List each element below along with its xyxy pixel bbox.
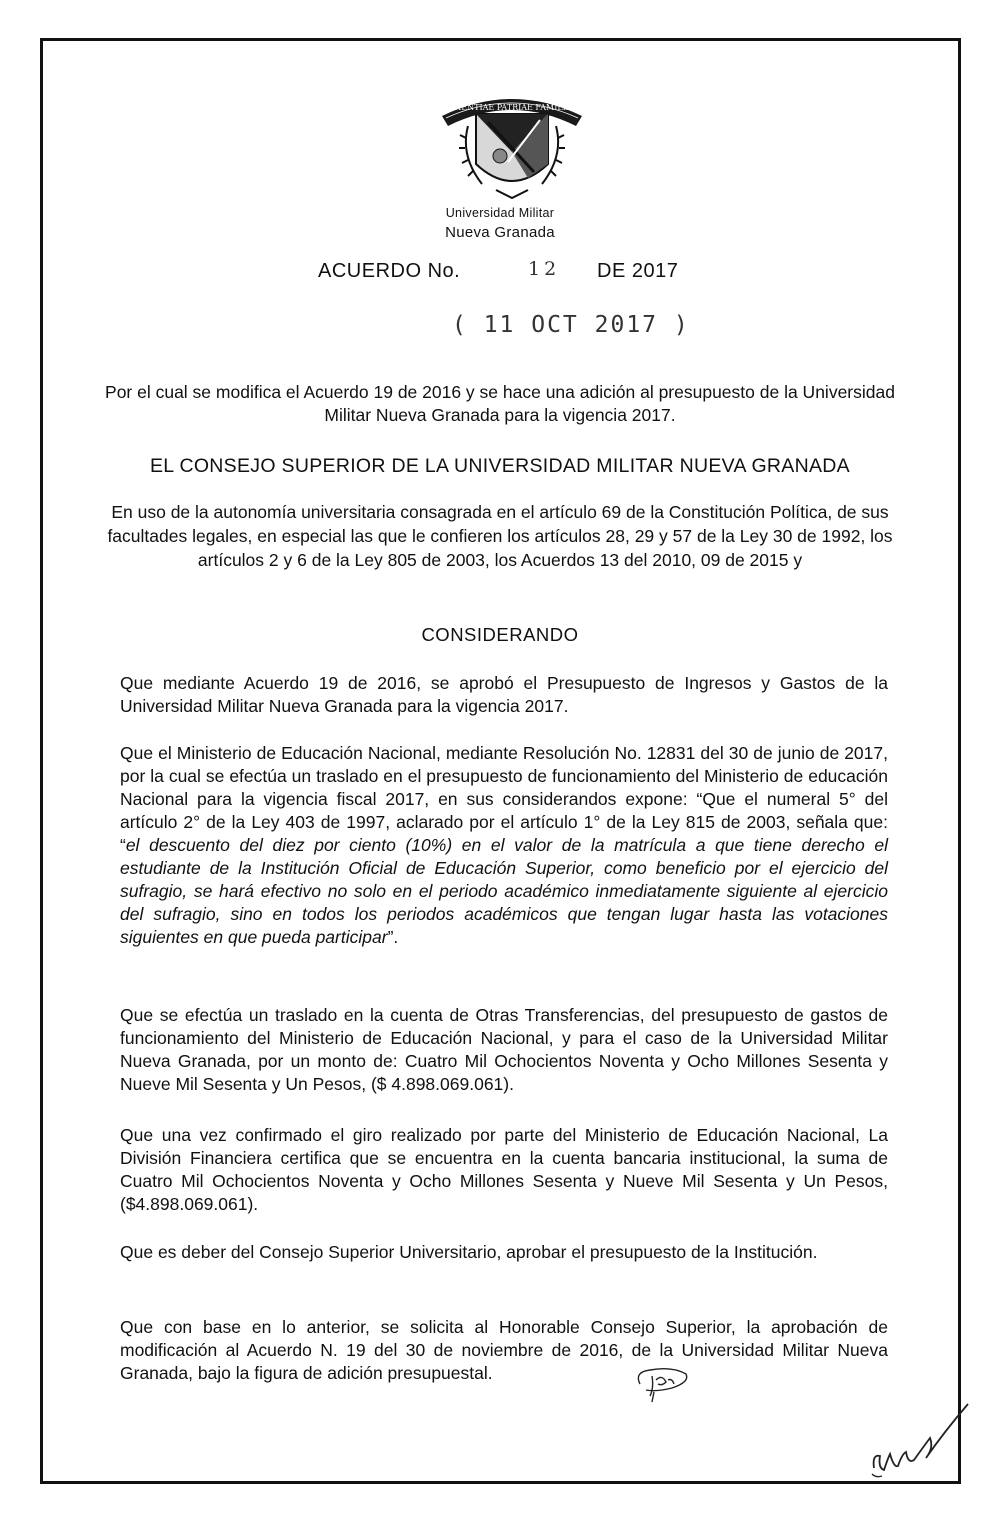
- paragraph-4: Que una vez confirmado el giro realizado por parte del Ministerio de Educación Nacional, La División Financiera certifica que se encuentra en la cuenta bancaria institucional, la suma de Cuatro Mil Ochocientos Noventa y Ocho Millones Sesenta y Nueve Mil Sesenta y Un Pesos, ($4.898.069.061).: [120, 1125, 888, 1214]
- logo-motto: SCIENTIAE PATRIAE FAMILIAE: [446, 103, 578, 112]
- acuerdo-label: ACUERDO No.: [318, 260, 461, 282]
- paragraph-2-quote: el descuento del diez por ciento (10%) en el valor de la matrícula a que tiene derecho el estudiante de la Institución Oficial de Educación Superior, como beneficio por el ejercicio del sufragio, se hará efectivo no solo en el periodo académico inmediatamente siguiente al ejercicio del sufragio, sino en todos los periodos académicos que tengan lugar hasta las votaciones siguientes en que pueda participar: [120, 835, 888, 947]
- acuerdo-year: DE 2017: [597, 260, 679, 282]
- university-name-line2: Nueva Granada: [445, 224, 555, 241]
- paragraph-2-end: ”.: [387, 927, 399, 947]
- considerando-heading: CONSIDERANDO: [421, 624, 579, 645]
- date-stamp: ( 11 OCT 2017 ): [452, 312, 690, 338]
- handwritten-signature: [868, 1398, 978, 1480]
- paragraph-3: Que se efectúa un traslado en la cuenta de Otras Transferencias, del presupuesto de gastos de funcionamiento del Ministerio de Educación Nacional, y para el caso de la Universidad Militar Nueva Granada, por un monto de: Cuatro Mil Ochocientos Noventa y Ocho Millones Sesenta y Nueve Mil Sesenta y Un Pesos, ($ 4.898.069.061).: [120, 1005, 888, 1094]
- paragraph-1: Que mediante Acuerdo 19 de 2016, se aprobó el Presupuesto de Ingresos y Gastos de la Universidad Militar Nueva Granada para la vigencia 2017.: [120, 673, 888, 716]
- paragraph-5: Que es deber del Consejo Superior Universitario, aprobar el presupuesto de la Institución.: [120, 1242, 818, 1262]
- legal-basis: En uso de la autonomía universitaria consagrada en el artículo 69 de la Constitución Política, de sus facultades legales, en especial las que le confieren los artículos 28, 29 y 57 de la Ley 30 de 1992, los artículos 2 y 6 de la Ley 805 de 2003, los Acuerdos 13 del 2010, 09 de 2015 y: [107, 502, 893, 570]
- council-heading: EL CONSEJO SUPERIOR DE LA UNIVERSIDAD MILITAR NUEVA GRANADA: [150, 455, 850, 477]
- acuerdo-number: 12: [528, 258, 561, 280]
- paragraph-6: Que con base en lo anterior, se solicita al Honorable Consejo Superior, la aprobación de modificación al Acuerdo N. 19 del 30 de noviembre de 2016, de la Universidad Militar Nueva Granada, bajo la figura de adición presupuestal.: [120, 1317, 888, 1383]
- initials-signature: [632, 1362, 692, 1404]
- intro-statement: Por el cual se modifica el Acuerdo 19 de 2016 y se hace una adición al presupuesto de la Universidad Militar Nueva Granada para la vigencia 2017.: [105, 382, 895, 425]
- university-name-line1: Universidad Militar: [445, 206, 555, 220]
- university-crest-logo: [438, 86, 586, 204]
- paragraph-2-intro: Que el Ministerio de Educación Nacional, mediante Resolución No. 12831 del 30 de junio de 2017, por la cual se efectúa un traslado en el presupuesto de funcionamiento del Ministerio de educación Nacional para la vigencia fiscal 2017, en sus considerandos expone: “Que el numeral 5° del artículo 2° de la Ley 403 de 1997, aclarado por el artículo 1° de la Ley 815 de 2003, señala que: “: [120, 743, 888, 855]
- paragraph-2: [120, 742, 888, 949]
